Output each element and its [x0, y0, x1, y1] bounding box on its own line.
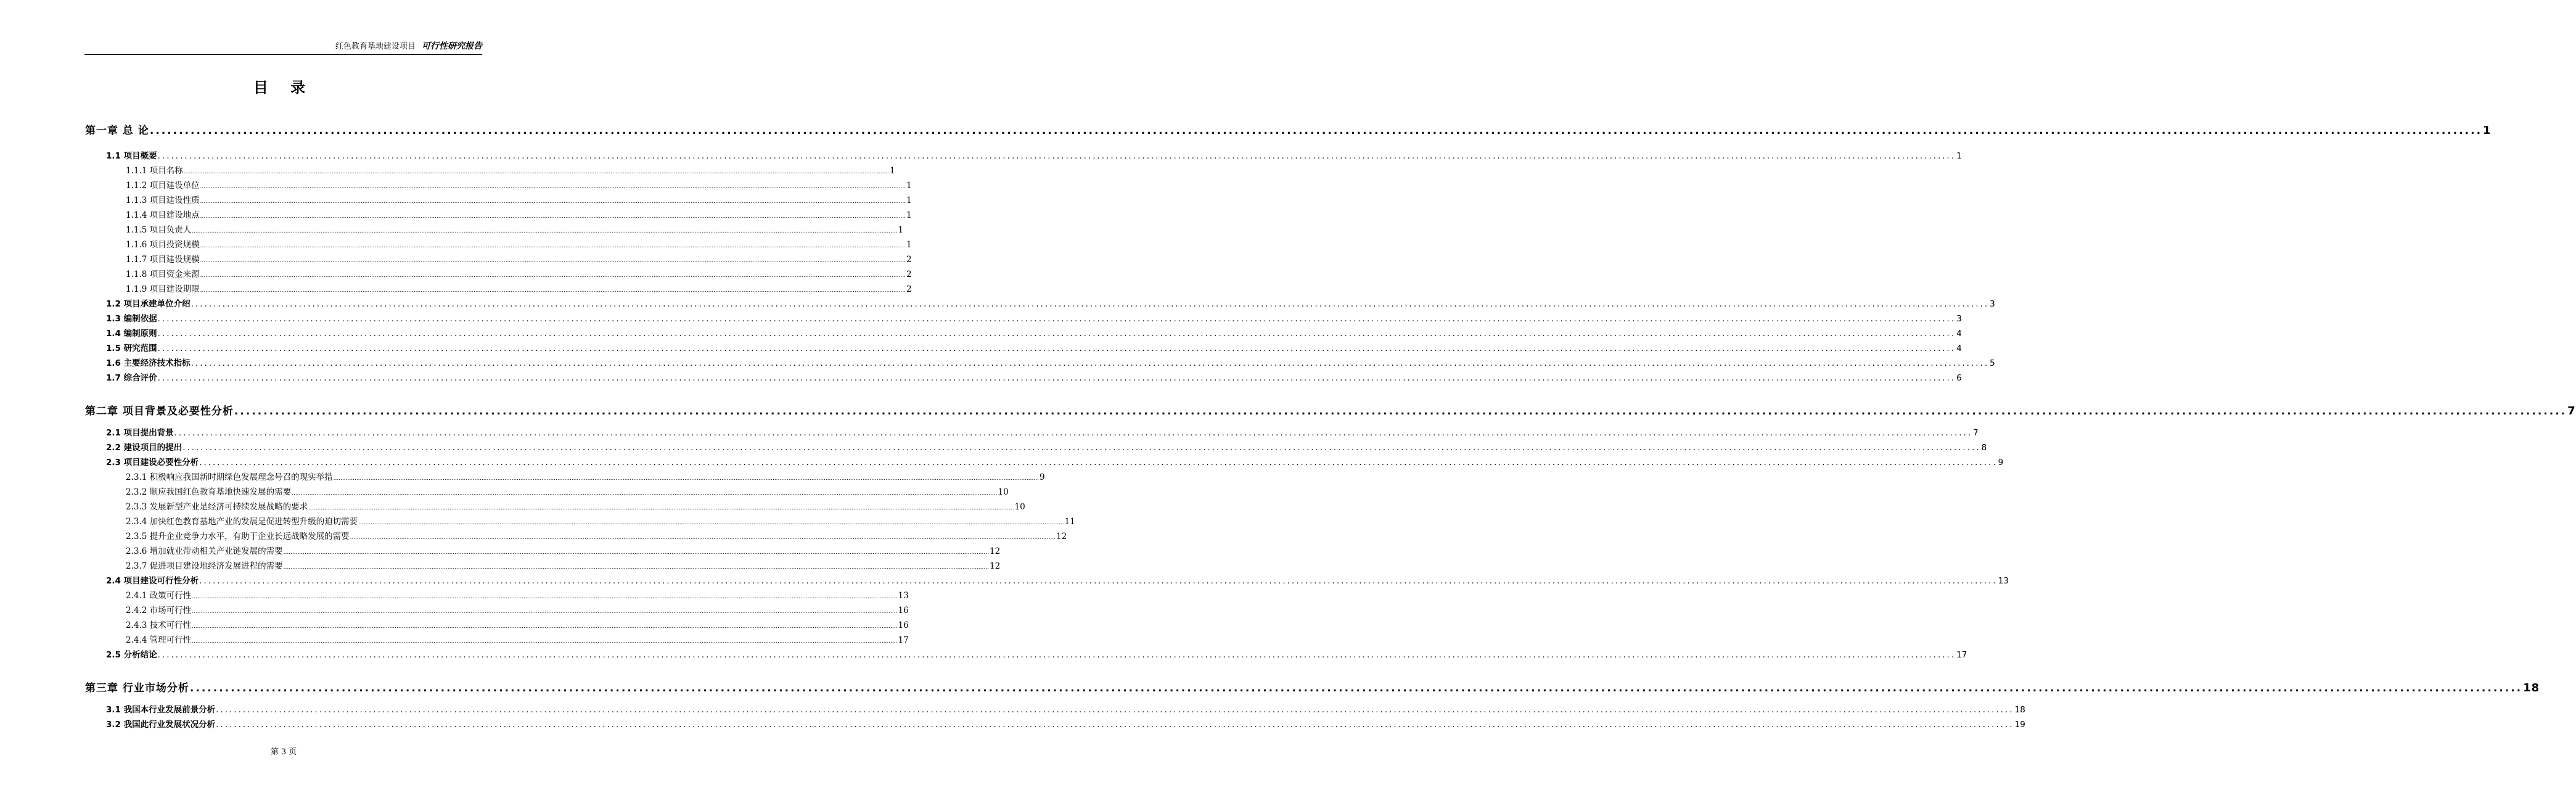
toc-subsection-entry[interactable]	[126, 603, 909, 616]
toc-entry-label: 2.4.4 管理可行性	[126, 635, 192, 645]
toc-leader-dots: ................................................................................................................................................................................................................................................................................................................................................................................................................	[200, 258, 906, 264]
toc-leader-dots: ................................................................................................................................................................................................................................................................................................................................................................................................................	[183, 169, 889, 175]
toc-subsection-entry[interactable]	[126, 514, 1075, 527]
toc-entry-label: 1.1.4 项目建设地点	[126, 210, 200, 220]
toc-chapter-entry[interactable]	[85, 402, 2576, 418]
toc-entry-label: 1.6 主要经济技术指标	[106, 358, 191, 368]
toc-entry-label: 1.2 项目承建单位介绍	[106, 299, 191, 309]
toc-subsection-entry[interactable]	[126, 470, 1045, 482]
toc-entry-page: 2	[906, 255, 912, 265]
toc-leader-dots: ................................................................................................................................................................................................................................................................................................................................................................................................................	[308, 505, 1014, 511]
toc-entry-label: 1.7 综合评价	[106, 373, 157, 383]
toc-leader-dots: ................................................................................................................................................................................................................................................................................................................................................................................................................	[199, 576, 1998, 586]
toc-leader-dots: ................................................................................................................................................................................................................................................................................................................................................................................................................	[200, 243, 906, 249]
toc-entry-label: 1.3 编制依据	[106, 314, 157, 324]
toc-subsection-entry[interactable]	[126, 267, 912, 279]
toc-section-entry[interactable]	[106, 149, 1962, 161]
toc-section-entry[interactable]	[106, 648, 1967, 660]
toc-entry-page: 2	[906, 270, 912, 279]
toc-entry-page: 1	[906, 181, 912, 191]
toc-section-entry[interactable]	[106, 717, 2025, 730]
toc-section-entry[interactable]	[106, 371, 1962, 383]
toc-entry-page: 5	[1990, 358, 1995, 368]
toc-leader-dots: ................................................................................................................................................................................................................................................................................................................................................................................................................	[191, 358, 1990, 368]
toc-entry-page: 3	[1990, 299, 1995, 309]
toc-subsection-entry[interactable]	[126, 485, 1009, 497]
toc-section-entry[interactable]	[106, 356, 1995, 368]
toc-chapter-entry[interactable]	[85, 121, 2492, 137]
toc-entry-label: 第二章 项目背景及必要性分析	[85, 405, 234, 418]
toc-leader-dots: ................................................................................................................................................................................................................................................................................................................................................................................................................	[283, 550, 989, 556]
toc-entry-page: 3	[1956, 314, 1962, 324]
toc-entry-label: 2.4.3 技术可行性	[126, 620, 192, 630]
toc-section-entry[interactable]	[106, 702, 2025, 715]
toc-entry-label: 1.1.7 项目建设规模	[126, 255, 200, 265]
toc-subsection-entry[interactable]	[126, 252, 912, 265]
toc-leader-dots: ................................................................................................................................................................................................................................................................................................................................................................................................................	[174, 428, 1973, 438]
toc-entry-label: 3.2 我国此行业发展状况分析	[106, 720, 216, 730]
toc-section-entry[interactable]	[106, 426, 1979, 438]
toc-entry-label: 1.1.6 项目投资规模	[126, 240, 200, 250]
toc-leader-dots: ................................................................................................................................................................................................................................................................................................................................................................................................................	[157, 314, 1956, 324]
toc-entry-page: 1	[906, 196, 912, 205]
toc-entry-label: 1.4 编制原则	[106, 329, 157, 339]
toc-leader-dots: ................................................................................................................................................................................................................................................................................................................................................................................................................	[189, 682, 2523, 694]
toc-leader-dots: ................................................................................................................................................................................................................................................................................................................................................................................................................	[350, 535, 1056, 541]
toc-leader-dots: ................................................................................................................................................................................................................................................................................................................................................................................................................	[157, 650, 1956, 660]
toc-section-entry[interactable]	[106, 455, 2004, 467]
toc-entry-page: 1	[906, 210, 912, 220]
toc-entry-label: 1.1.1 项目名称	[126, 166, 183, 176]
toc-entry-label: 2.4.2 市场可行性	[126, 606, 192, 616]
toc-entry-page: 7	[2567, 405, 2576, 418]
toc-chapter-entry[interactable]	[85, 679, 2540, 694]
toc-leader-dots: ................................................................................................................................................................................................................................................................................................................................................................................................................	[200, 287, 906, 294]
toc-leader-dots: ................................................................................................................................................................................................................................................................................................................................................................................................................	[157, 344, 1956, 353]
toc-entry-page: 4	[1956, 344, 1962, 353]
toc-leader-dots: ................................................................................................................................................................................................................................................................................................................................................................................................................	[234, 405, 2567, 418]
toc-leader-dots: ................................................................................................................................................................................................................................................................................................................................................................................................................	[192, 609, 898, 615]
toc-subsection-entry[interactable]	[126, 544, 1001, 556]
toc-subsection-entry[interactable]	[126, 163, 895, 176]
toc-section-entry[interactable]	[106, 326, 1962, 339]
toc-leader-dots: ................................................................................................................................................................................................................................................................................................................................................................................................................	[200, 199, 906, 205]
toc-entry-page: 13	[1998, 576, 2009, 586]
toc-entry-label: 2.4.1 政策可行性	[126, 591, 192, 601]
toc-subsection-entry[interactable]	[126, 282, 912, 294]
toc-entry-page: 10	[1014, 502, 1025, 512]
toc-entry-label: 2.3.1 积极响应我国新时期绿色发展理念号召的现实举措	[126, 472, 333, 482]
toc-leader-dots: ................................................................................................................................................................................................................................................................................................................................................................................................................	[157, 151, 1956, 161]
toc-leader-dots: ................................................................................................................................................................................................................................................................................................................................................................................................................	[191, 299, 1990, 309]
toc-entry-page: 1	[898, 225, 904, 235]
toc-entry-label: 1.1.3 项目建设性质	[126, 196, 200, 205]
toc-leader-dots: ................................................................................................................................................................................................................................................................................................................................................................................................................	[192, 624, 898, 630]
toc-entry-label: 1.5 研究范围	[106, 344, 157, 353]
toc-section-entry[interactable]	[106, 574, 2009, 586]
toc-entry-page: 12	[989, 561, 1001, 571]
toc-entry-page: 12	[1056, 532, 1067, 542]
toc-entry-page: 18	[2523, 682, 2540, 694]
toc-entry-page: 12	[989, 546, 1001, 556]
toc-title: 目 录	[253, 79, 314, 96]
toc-leader-dots: ................................................................................................................................................................................................................................................................................................................................................................................................................	[283, 564, 989, 570]
toc-entry-label: 1.1 项目概要	[106, 151, 157, 161]
toc-subsection-entry[interactable]	[126, 588, 909, 601]
toc-leader-dots: ................................................................................................................................................................................................................................................................................................................................................................................................................	[333, 476, 1039, 482]
toc-entry-label: 2.3.5 提升企业竞争力水平，有助于企业长远战略发展的需要	[126, 532, 350, 542]
toc-entry-label: 3.1 我国本行业发展前景分析	[106, 705, 216, 715]
toc-entry-page: 9	[1998, 458, 2004, 467]
toc-subsection-entry[interactable]	[126, 208, 912, 220]
toc-entry-label: 2.3.4 加快红色教育基地产业的发展是促进转型升级的迫切需要	[126, 517, 358, 527]
toc-leader-dots: ................................................................................................................................................................................................................................................................................................................................................................................................................	[200, 184, 906, 190]
toc-entry-page: 16	[898, 620, 909, 630]
toc-entry-page: 13	[898, 591, 909, 601]
toc-entry-label: 1.1.9 项目建设期限	[126, 284, 200, 294]
toc-leader-dots: ................................................................................................................................................................................................................................................................................................................................................................................................................	[157, 329, 1956, 339]
toc-leader-dots: ................................................................................................................................................................................................................................................................................................................................................................................................................	[192, 638, 898, 644]
toc-section-entry[interactable]	[106, 341, 1962, 353]
toc-leader-dots: ................................................................................................................................................................................................................................................................................................................................................................................................................	[292, 490, 998, 496]
toc-entry-page: 6	[1956, 373, 1962, 383]
toc-subsection-entry[interactable]	[126, 633, 909, 645]
toc-entry-page: 1	[890, 166, 895, 176]
toc-entry-page: 17	[1956, 650, 1967, 660]
toc-subsection-entry[interactable]	[126, 559, 1001, 571]
toc-leader-dots: ................................................................................................................................................................................................................................................................................................................................................................................................................	[216, 720, 2014, 730]
toc-leader-dots: ................................................................................................................................................................................................................................................................................................................................................................................................................	[199, 458, 1998, 467]
toc-entry-label: 1.1.8 项目资金来源	[126, 270, 200, 279]
toc-section-entry[interactable]	[106, 297, 1995, 309]
toc-entry-page: 11	[1064, 517, 1075, 527]
toc-entry-label: 2.4 项目建设可行性分析	[106, 576, 199, 586]
toc-leader-dots: ................................................................................................................................................................................................................................................................................................................................................................................................................	[216, 705, 2014, 715]
toc-entry-page: 18	[2014, 705, 2025, 715]
toc-section-entry[interactable]	[106, 311, 1962, 324]
toc-leader-dots: ................................................................................................................................................................................................................................................................................................................................................................................................................	[183, 443, 1981, 453]
toc-entry-label: 第三章 行业市场分析	[85, 682, 189, 694]
toc-entry-page: 1	[2483, 124, 2492, 137]
toc-entry-label: 第一章 总 论	[85, 125, 149, 137]
header-project-name: 红色教育基地建设项目	[335, 42, 416, 51]
toc-entry-page: 19	[2014, 720, 2025, 730]
toc-section-entry[interactable]	[106, 440, 1987, 453]
toc-leader-dots: ................................................................................................................................................................................................................................................................................................................................................................................................................	[192, 594, 898, 600]
toc-leader-dots: ................................................................................................................................................................................................................................................................................................................................................................................................................	[192, 228, 898, 234]
header-doc-type: 可行性研究报告	[422, 41, 482, 51]
toc-entry-label: 2.3.6 增加就业带动相关产业链发展的需要	[126, 546, 283, 556]
toc-entry-page: 16	[898, 606, 909, 616]
toc-entry-label: 2.1 项目提出背景	[106, 428, 174, 438]
toc-subsection-entry[interactable]	[126, 223, 904, 235]
toc-subsection-entry[interactable]	[126, 237, 912, 250]
toc-entry-label: 1.1.5 项目负责人	[126, 225, 192, 235]
toc-entry-label: 2.3.2 顺应我国红色教育基地快速发展的需要	[126, 487, 292, 497]
toc-entry-page: 4	[1956, 329, 1962, 339]
toc-leader-dots: ................................................................................................................................................................................................................................................................................................................................................................................................................	[157, 373, 1956, 383]
toc-entry-label: 2.5 分析结论	[106, 650, 157, 660]
toc-entry-page: 9	[1039, 472, 1045, 482]
toc-entry-page: 1	[1956, 151, 1962, 161]
toc-leader-dots: ................................................................................................................................................................................................................................................................................................................................................................................................................	[200, 213, 906, 220]
toc-entry-label: 1.1.2 项目建设单位	[126, 181, 200, 191]
toc-entry-page: 8	[1981, 443, 1987, 453]
toc-subsection-entry[interactable]	[126, 500, 1025, 512]
toc-subsection-entry[interactable]	[126, 529, 1067, 542]
toc-leader-dots: ................................................................................................................................................................................................................................................................................................................................................................................................................	[358, 520, 1064, 526]
toc-entry-label: 2.3 项目建设必要性分析	[106, 458, 199, 467]
toc-leader-dots: ................................................................................................................................................................................................................................................................................................................................................................................................................	[200, 273, 906, 279]
toc-entry-page: 2	[906, 284, 912, 294]
toc-subsection-entry[interactable]	[126, 193, 912, 205]
toc-entry-label: 2.3.7 促进项目建设地经济发展进程的需要	[126, 561, 283, 571]
toc-subsection-entry[interactable]	[126, 178, 912, 191]
toc-entry-page: 7	[1973, 428, 1979, 438]
toc-entry-page: 10	[998, 487, 1009, 497]
page-number-footer: 第 3 页	[270, 747, 297, 757]
toc-entry-label: 2.2 建设项目的提出	[106, 443, 183, 453]
toc-entry-label: 2.3.3 发展新型产业是经济可持续发展战略的要求	[126, 502, 308, 512]
toc-leader-dots: ................................................................................................................................................................................................................................................................................................................................................................................................................	[149, 125, 2483, 137]
toc-entry-page: 1	[906, 240, 912, 250]
toc-entry-page: 17	[898, 635, 909, 645]
toc-subsection-entry[interactable]	[126, 618, 909, 630]
